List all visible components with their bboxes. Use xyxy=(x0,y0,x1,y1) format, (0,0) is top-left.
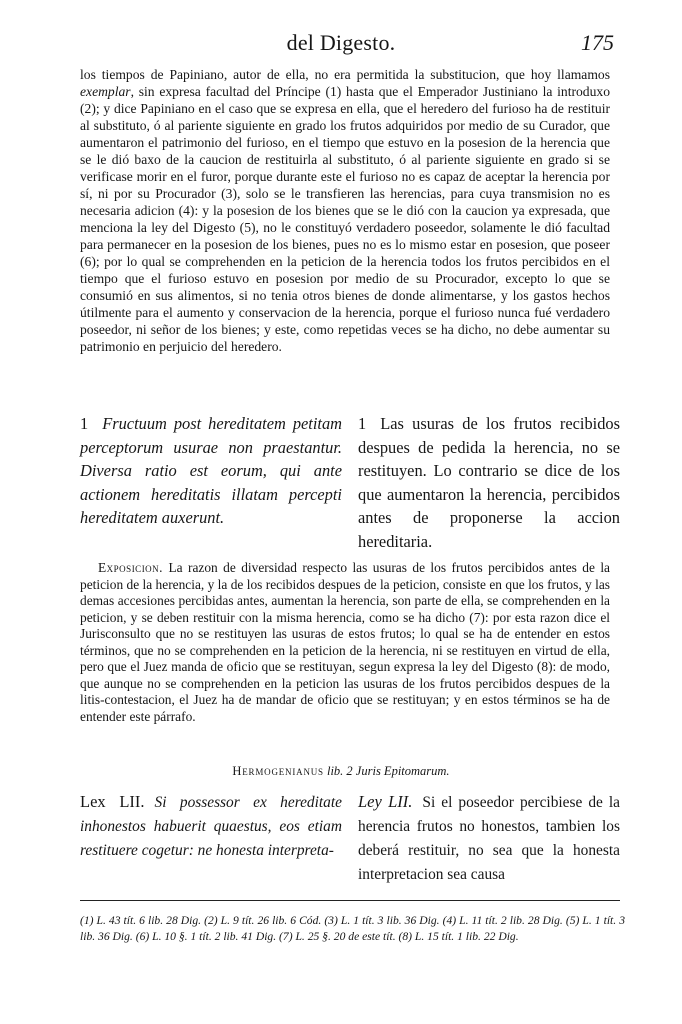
page-number: 175 xyxy=(581,30,614,55)
ley-spanish-column xyxy=(358,790,620,887)
parallel-text-section-2 xyxy=(80,790,620,887)
intro-text-part2: , sin expresa facultad del Príncipe (1) hasta que el Emperador Justiniano la introduxo (2); y dice Papiniano en el caso que se expresa en ella, que el heredero del furioso ha de restituir al substituto, ó al pariente siguiente en grado los frutos adquiridos por medio de su Curador, que aumentaron el patrimonio del furioso, en el tiempo que estuvo en la posesion de la herencia que se le dió baxo de la caucion de restituirla al substituto, ó al pariente siguiente en grado si se verificase morir en el furor, porque durante este el furioso no es capaz de aceptar la herencia por sí, ni por su Procurador (3), solo se le transfieren las herencias, para cuya transmision no es necesaria adicion (4): y la posesion de los bienes que se le dió con la caucion ya expresada, que menciona la ley del Digesto (5), no le constituyó verdadero poseedor, solamente le dió facultad para permanecer en la posesion de los bienes, pues no es lo mismo estar en posesion, que poseer (6); por lo qual se comprehenden en la peticion de la herencia todos los frutos percibidos en el tiempo que el furioso estuvo en posesion por medio de su Procurador, excepto lo que se consumió en sus alimentos, si no tenia otros bienes de donde alimentarse, y los gastos hechos útilmente para el aumento y conservacion de la herencia, porque el furioso nunca fué verdadero poseedor, ni señor de los bienes; y este, como repetidas veces se ha dicho, no debe aumentar su patrimonio en perjuicio del heredero. xyxy=(80,84,610,354)
spanish-paragraph-number: 1 xyxy=(358,414,367,433)
latin-paragraph-number: 1 xyxy=(80,414,89,433)
running-title: del Digesto. xyxy=(286,30,396,55)
source-work: lib. 2 Juris Epitomarum. xyxy=(323,764,450,778)
latin-column xyxy=(80,412,342,553)
source-author: Hermogenianus xyxy=(232,764,324,778)
lex-latin-column xyxy=(80,790,342,887)
spanish-column xyxy=(358,412,620,553)
latin-text: Fructuum post hereditatem petitam perceptorum usurae non praestantur. Diversa ratio est eorum, qui ante actionem hereditatis illatam percepti hereditatem auxerunt. xyxy=(80,414,342,527)
exposicion-paragraph xyxy=(80,560,610,725)
intro-paragraph xyxy=(80,66,610,355)
exposicion-text: La razon de diversidad respecto las usuras de los frutos percibidos antes de la peticion de la herencia, y la de los recibidos despues de la peticion, consiste en que los frutos, y las demas accesiones percibidas antes, aumentan la herencia, son parte de ella, se comprehenden en la peticion, y se deben restituir con la misma herencia, como se ha dicho (7): por esta razon dice el Jurisconsulto que no se restituyen las usuras de estos frutos; lo qual se ha de entender en estos términos, que no se comprehenden en la peticion de la herencia, ni se restituyen en virtud de ella, pero que el Juez manda de oficio que se restituyan, segun expresa la ley del Digesto (8): de modo, que aunque no se comprehenden en la peticion las usuras de los frutos percibidos despues de la litis-contestacion, el Juez ha de mandar de oficio que se restituyan; y en estos términos se ha de entender este párrafo. xyxy=(80,560,610,724)
intro-text-part1: los tiempos de Papiniano, autor de ella, no era permitida la substitucion, que hoy llamamos xyxy=(80,67,610,82)
intro-emphasis: exemplar xyxy=(80,84,131,99)
footnote-text: (1) L. 43 tít. 6 lib. 28 Dig. (2) L. 9 tít. 26 lib. 6 Cód. (3) L. 1 tít. 3 lib. 36 Dig. (4) L. 11 tít. 2 lib. 28 Dig. (5) L. 1 tít. 3 lib. 36 Dig. (6) L. 10 §. 1 tít. 2 lib. 41 Dig. (7) L. 25 §. 20 de este tít. (8) L. 15 tít. 1 lib. 22 Dig. xyxy=(80,914,625,943)
ley-spanish-text: Si el poseedor percibiese de la herencia frutos no honestos, tambien los deberá restituir, no sea que la honesta interpretacion sea causa xyxy=(358,794,620,883)
lex-latin-text: Si possessor ex hereditate inhonestos habuerit quaestus, eos etiam restituere cogetur: ne honesta interpreta- xyxy=(80,794,342,859)
footnotes xyxy=(80,913,625,945)
lex-label: Lex LII. xyxy=(80,792,145,811)
source-attribution xyxy=(0,764,682,779)
ley-label: Ley LII. xyxy=(358,792,413,811)
exposicion-label: Exposicion. xyxy=(98,560,164,575)
spanish-text: Las usuras de los frutos recibidos despues de pedida la herencia, no se restituyen. Lo contrario se dice de los que aumentaron la herencia, percibidos antes de proponerse la accion hereditaria. xyxy=(358,414,620,551)
parallel-text-section-1 xyxy=(80,412,620,553)
footnote-divider xyxy=(80,900,620,901)
